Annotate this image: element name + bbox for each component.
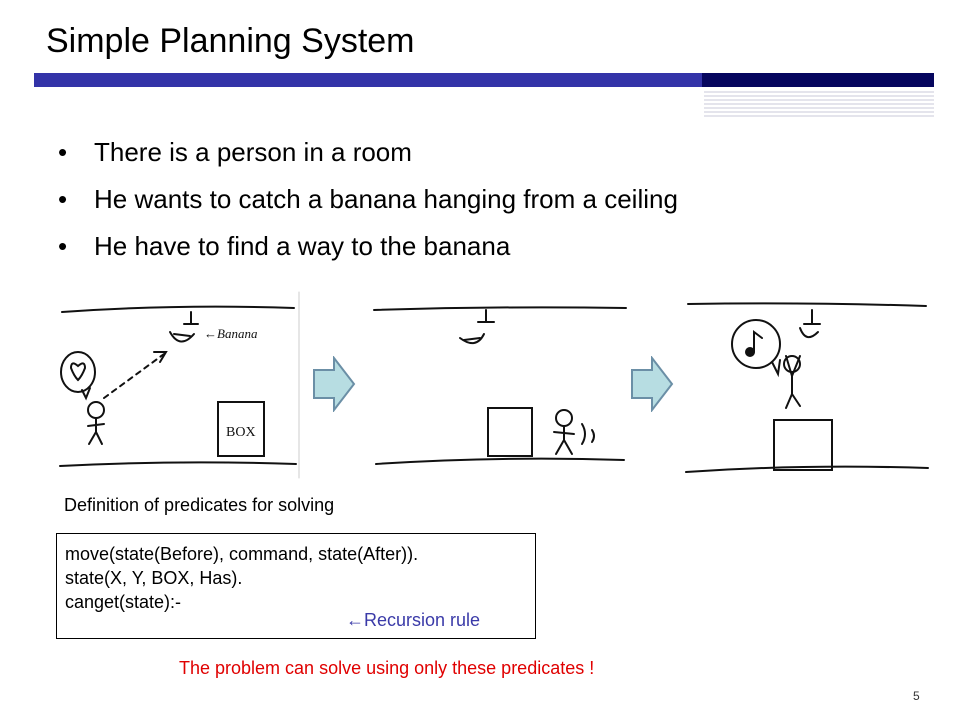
bullet-dot: • [58,231,68,261]
code-line: state(X, Y, BOX, Has). [65,568,243,588]
sketch-person-walks-to-box [370,296,632,476]
title-underline-bar-dark [702,73,934,87]
conclusion-note: The problem can solve using only these predicates ! [179,658,595,678]
right-arrow-icon [630,356,676,412]
bullet-dot: • [58,137,68,167]
slide-title: Simple Planning System [46,22,415,60]
code-line: canget(state):- [65,592,182,612]
definition-label: Definition of predicates for solving [64,495,335,515]
bullet-item [58,134,678,181]
title-underline-bar [34,73,702,87]
box-label: BOX [226,425,256,440]
bullet-text: There is a person in a room [94,137,412,167]
right-arrow-icon [312,356,358,412]
bullet-text: He wants to catch a banana hanging from a ceiling [94,184,678,214]
sketch-person-reaches-banana [682,294,932,484]
bullet-dot: • [58,184,68,214]
banana-label: ←Banana [204,326,258,341]
sketch-person-sees-banana [56,290,302,480]
bullet-text: He have to find a way to the banana [94,231,511,261]
bullet-item [58,181,678,228]
page-number: 5 [913,689,920,703]
recursion-rule-note: ←Recursion rule [346,610,481,630]
bullet-item [58,228,678,275]
title-decoration-lines [704,90,934,118]
bullet-list [58,134,678,275]
code-line: move(state(Before), command, state(After)). [65,544,419,564]
